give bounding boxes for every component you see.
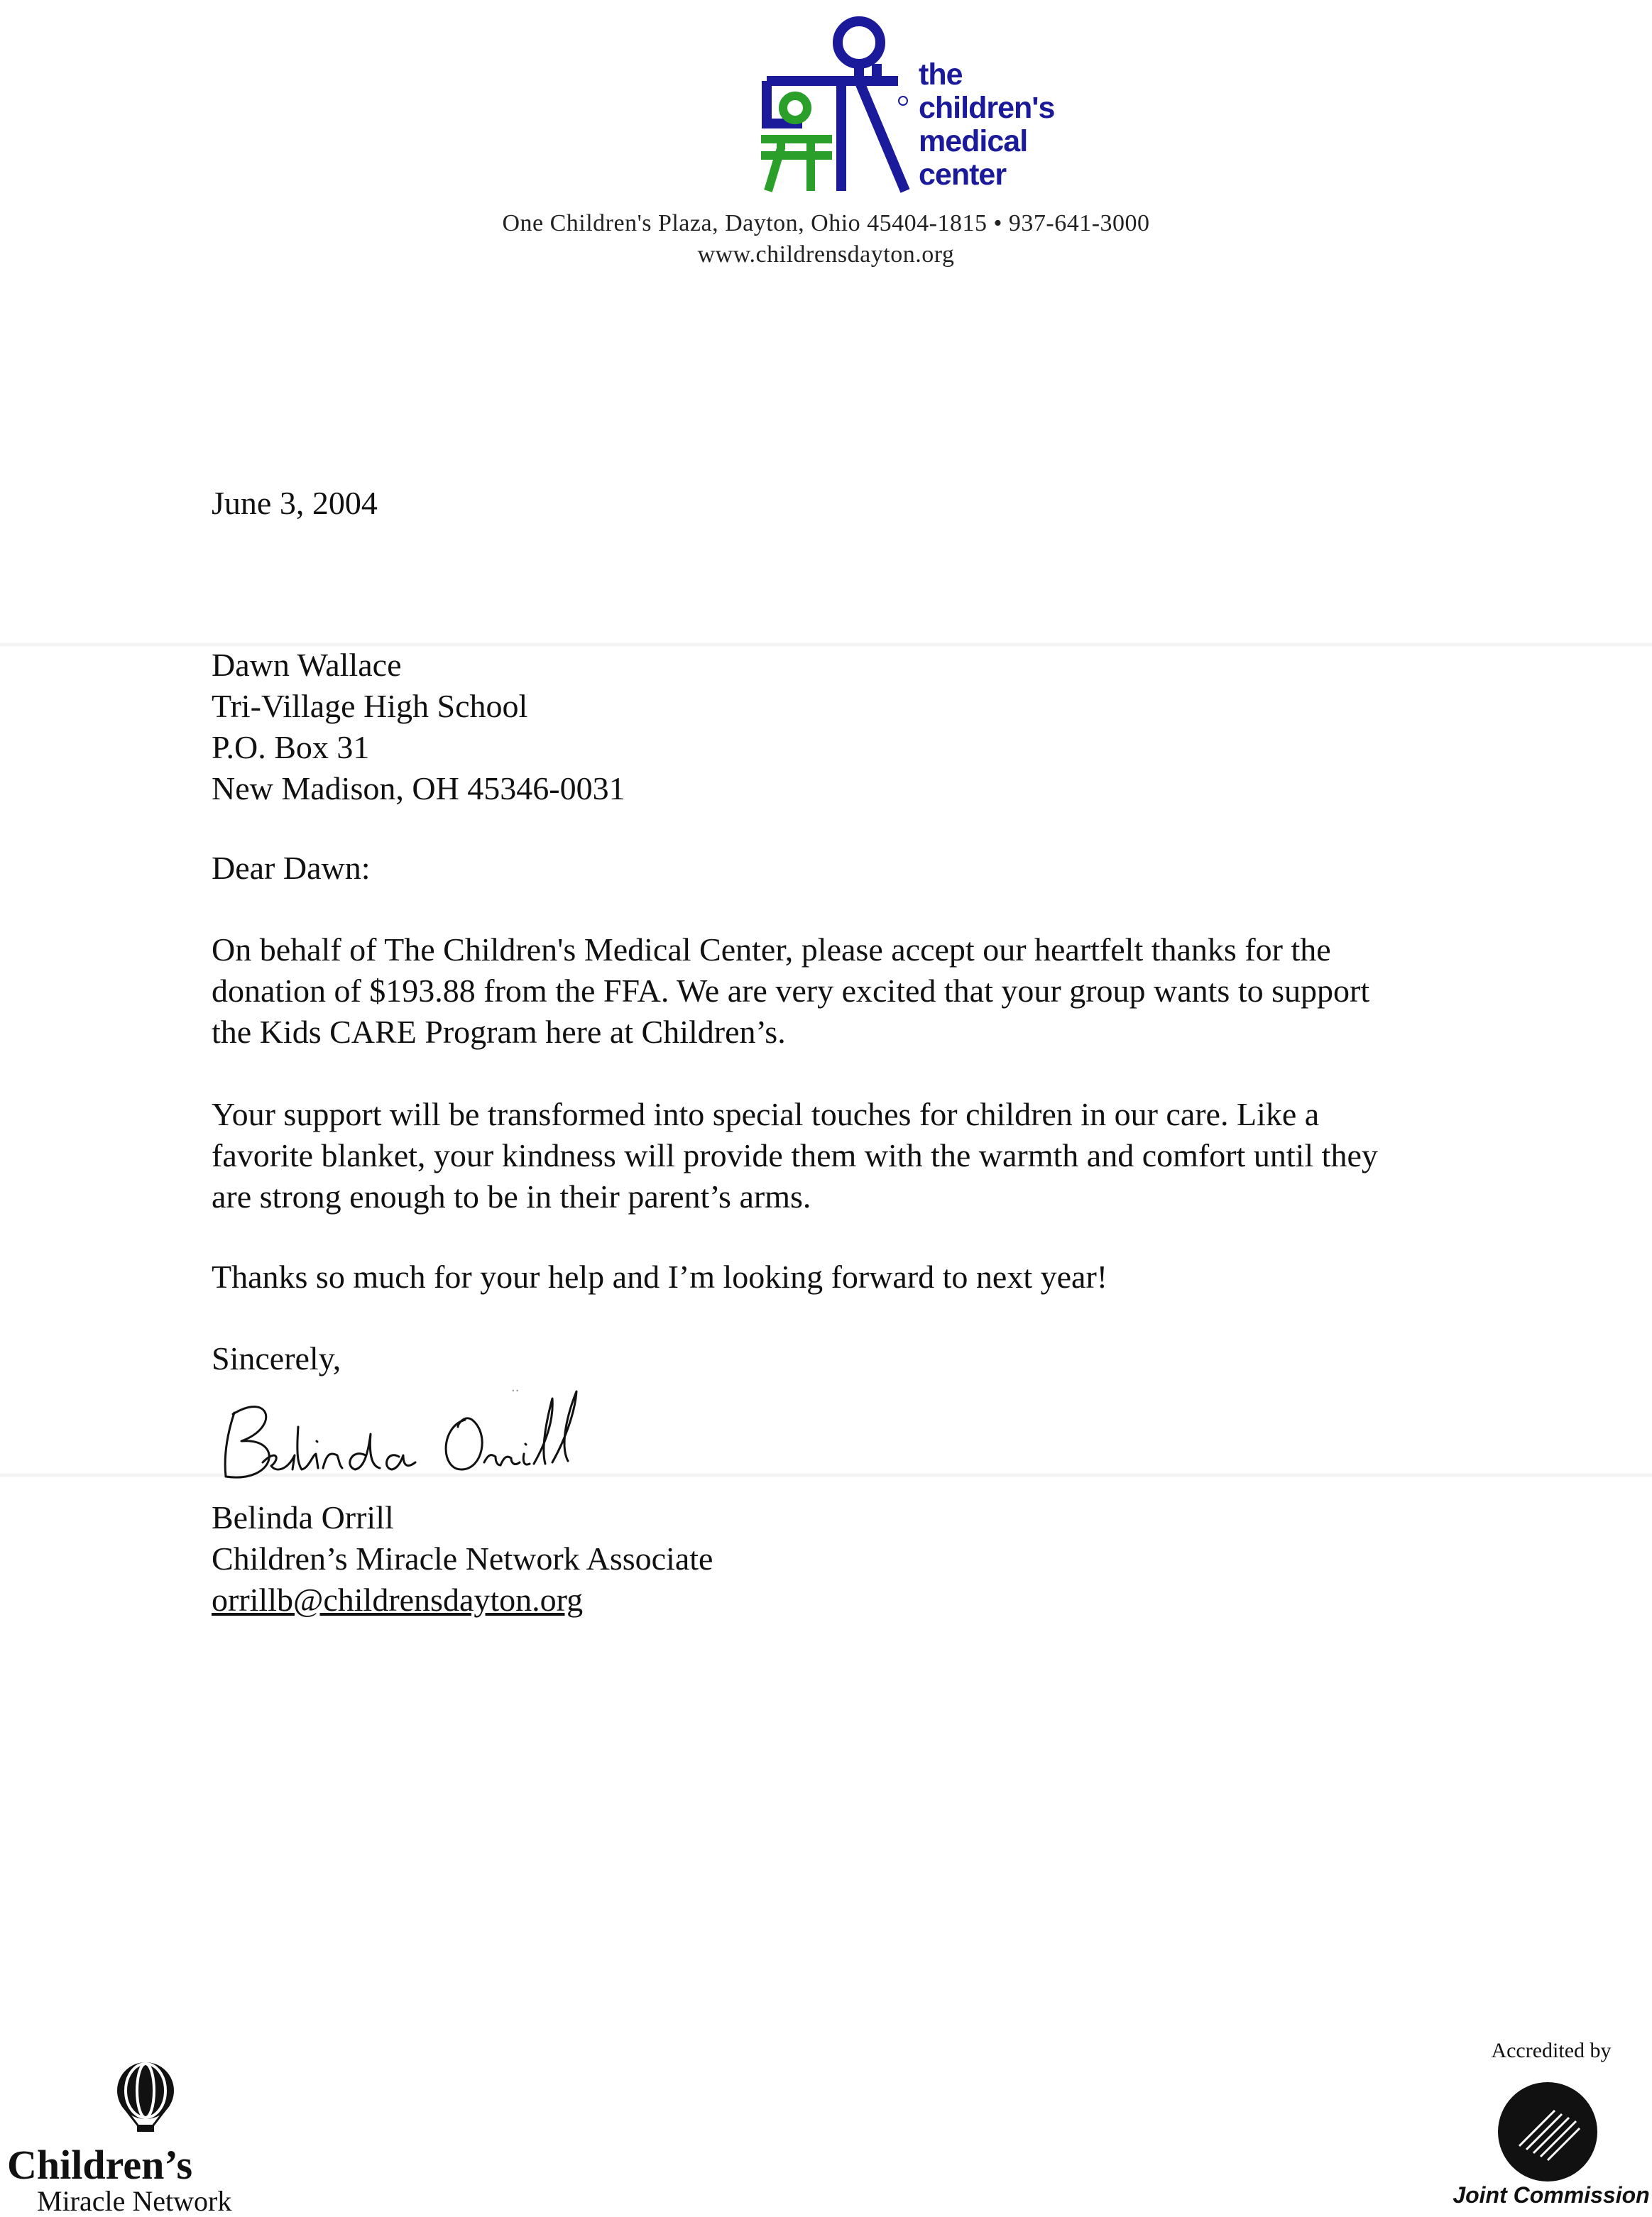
org-name-line: center <box>919 158 1007 192</box>
paragraph-line: are strong enough to be in their parent’s arms. <box>212 1178 811 1215</box>
joint-commission-logo <box>1494 2079 1601 2185</box>
closing: Sincerely, <box>212 1340 341 1376</box>
balloon-icon <box>114 2062 177 2133</box>
paragraph-line: the Kids CARE Program here at Children’s. <box>212 1014 786 1050</box>
letter-date: June 3, 2004 <box>212 485 378 521</box>
paragraph-line: On behalf of The Children's Medical Center, please accept our heartfelt thanks for the <box>212 931 1331 968</box>
org-name <box>919 58 1089 192</box>
letterhead-address: One Children's Plaza, Dayton, Ohio 45404-1815 • 937-641-3000 <box>502 210 1150 236</box>
signer-name: Belinda Orrill <box>212 1499 394 1536</box>
paragraph-line: Your support will be transformed into special touches for children in our care. Like a <box>212 1096 1320 1132</box>
cmn-subtitle: Miracle Network <box>37 2185 232 2217</box>
recipient-line: P.O. Box 31 <box>212 729 370 765</box>
recipient-line: New Madison, OH 45346-0031 <box>212 770 625 806</box>
org-name-line: medical <box>919 124 1028 158</box>
paragraph-line: donation of $193.88 from the FFA. We are very excited that your group wants to support <box>212 973 1370 1009</box>
paragraph-1 <box>212 929 1369 1053</box>
recipient-line: Tri-Village High School <box>212 688 528 724</box>
paragraph-2 <box>212 1094 1378 1217</box>
org-name-line: the <box>919 58 963 92</box>
handwritten-signature <box>213 1370 667 1491</box>
recipient-line: Dawn Wallace <box>212 647 402 683</box>
signer-email-link[interactable]: orrillb@childrensdayton.org <box>212 1582 584 1618</box>
childrens-miracle-network-logo <box>7 2062 305 2217</box>
paragraph-3: Thanks so much for your help and I’m looking forward to next year! <box>212 1259 1108 1295</box>
letterhead-website: www.childrensdayton.org <box>697 241 955 268</box>
joint-commission-name: Joint Commission <box>1453 2182 1650 2208</box>
svg-text:..: .. <box>511 1380 520 1395</box>
signer-title: Children’s Miracle Network Associate <box>212 1540 713 1577</box>
childrens-medical-center-logo <box>753 10 923 195</box>
paragraph-line: favorite blanket, your kindness will provide them with the warmth and comfort until they <box>212 1137 1378 1173</box>
org-name-line: children's <box>919 91 1055 125</box>
cmn-name: Children’s <box>7 2142 193 2188</box>
accredited-label: Accredited by <box>1491 2039 1612 2062</box>
recipient-address <box>212 645 625 809</box>
salutation: Dear Dawn: <box>212 850 371 886</box>
